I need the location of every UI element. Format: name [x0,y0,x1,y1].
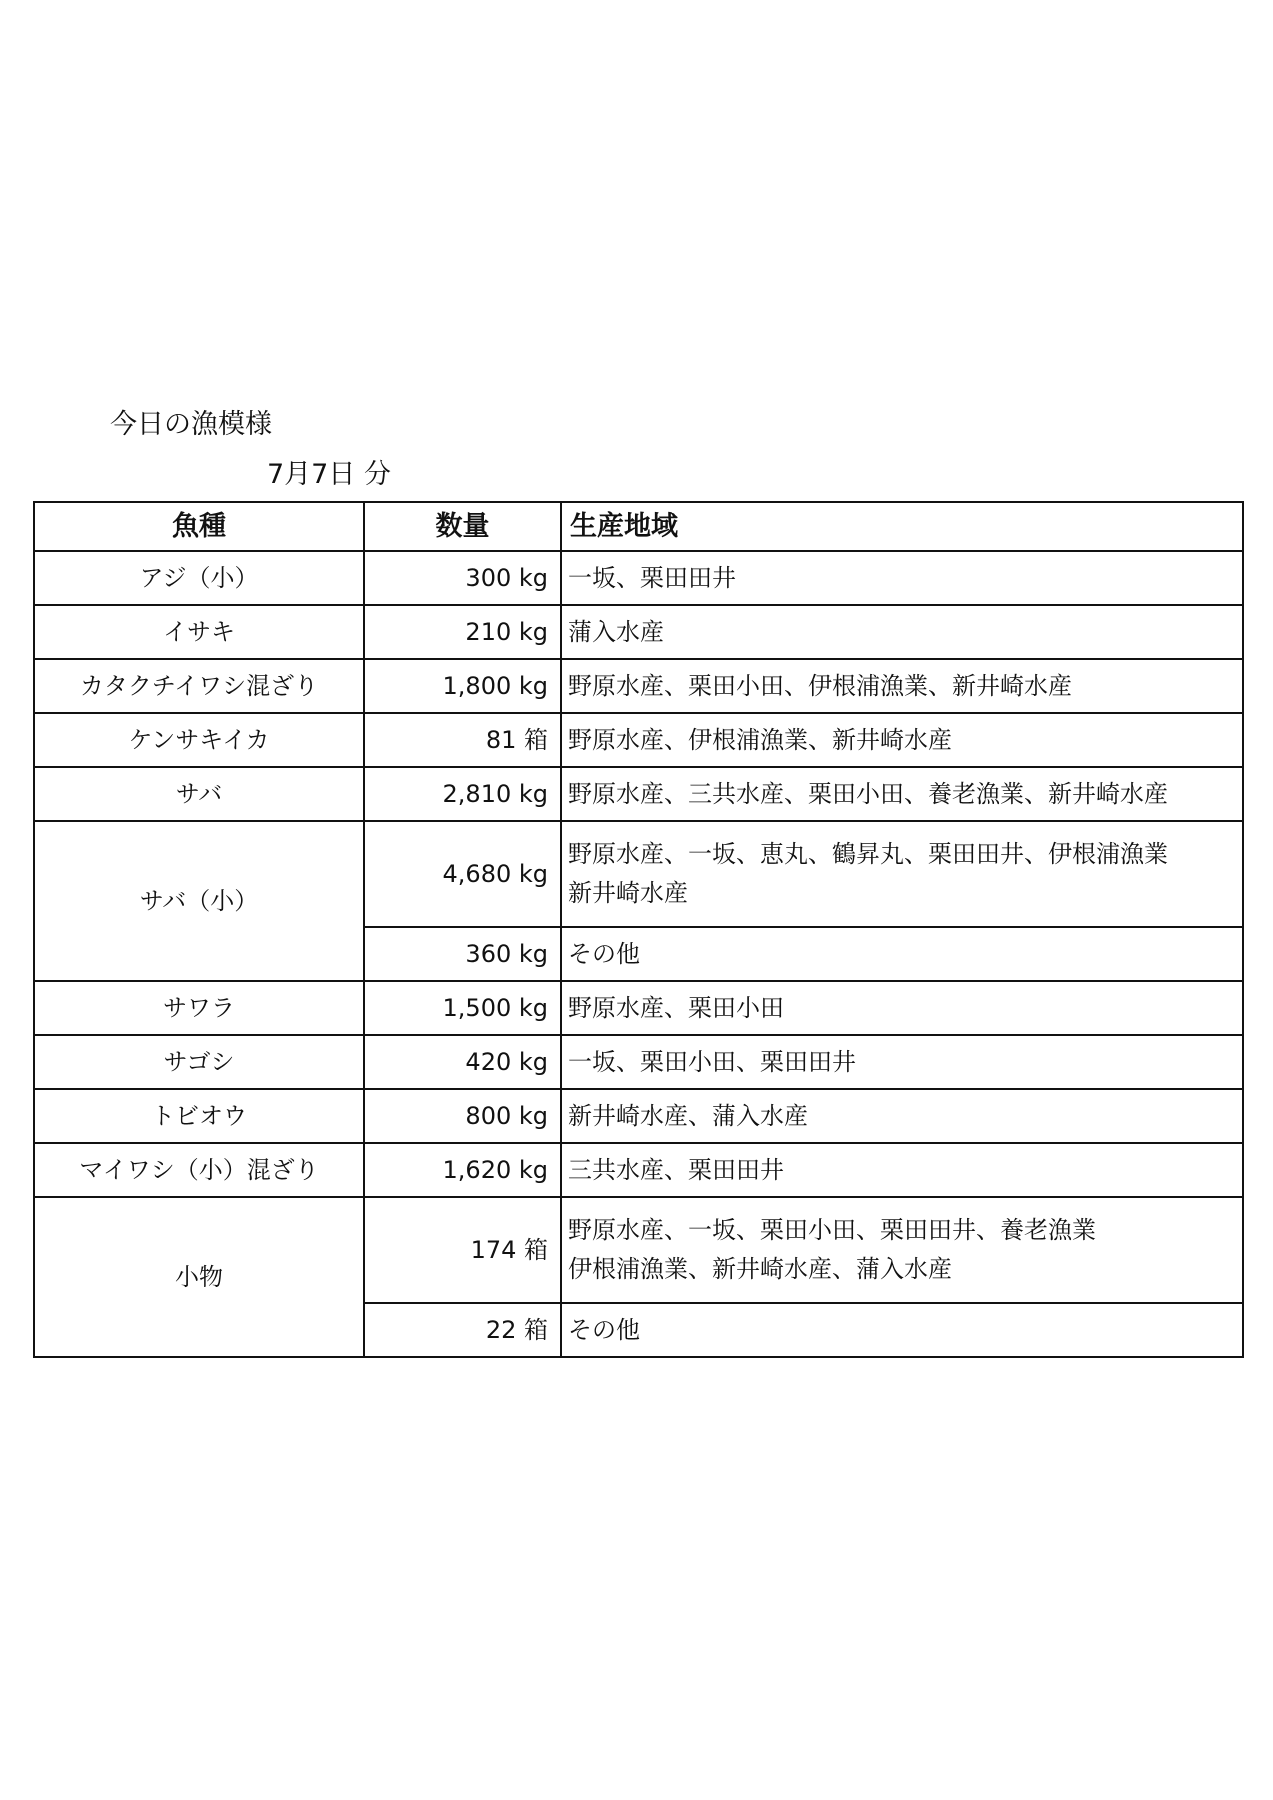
fish-cell: ケンサキイカ [34,713,364,767]
table-row [34,713,1243,767]
area-cell [561,1303,1243,1357]
document-title: 今日の漁模様 [110,409,272,440]
table-row [34,659,1243,713]
area-cell [561,1143,1243,1197]
area-cell [561,1035,1243,1089]
header-fish: 魚種 [34,502,364,551]
table-row [34,821,1243,927]
area-line: 蒲入水産 [568,617,664,646]
quantity-cell: 210 kg [364,605,561,659]
area-cell [561,767,1243,821]
fish-cell: カタクチイワシ混ざり [34,659,364,713]
quantity-cell: 4,680 kg [364,821,561,927]
fish-cell: サバ（小） [34,821,364,981]
fish-cell: サゴシ [34,1035,364,1089]
header-area: 生産地域 [561,502,1243,551]
area-line: その他 [568,939,640,968]
fish-cell: サワラ [34,981,364,1035]
area-line: 一坂、栗田小田、栗田田井 [568,1047,856,1076]
quantity-cell: 360 kg [364,927,561,981]
area-line: その他 [568,1315,640,1344]
catch-table [33,501,1244,1358]
area-line: 新井崎水産 [568,879,688,907]
table-row [34,767,1243,821]
area-line: 伊根浦漁業、新井崎水産、蒲入水産 [568,1255,952,1283]
area-line: 野原水産、栗田小田、伊根浦漁業、新井崎水産 [568,671,1072,700]
table-row [34,1035,1243,1089]
area-line: 野原水産、伊根浦漁業、新井崎水産 [568,725,952,754]
area-line: 野原水産、一坂、栗田小田、栗田田井、養老漁業 [568,1216,1096,1244]
table-row [34,551,1243,605]
area-cell [561,605,1243,659]
quantity-cell: 2,810 kg [364,767,561,821]
fish-cell: アジ（小） [34,551,364,605]
quantity-cell: 1,500 kg [364,981,561,1035]
area-cell [561,927,1243,981]
quantity-cell: 420 kg [364,1035,561,1089]
fish-cell: サバ [34,767,364,821]
quantity-cell: 800 kg [364,1089,561,1143]
area-cell [561,981,1243,1035]
area-cell [561,713,1243,767]
table-row [34,605,1243,659]
area-cell [561,821,1243,927]
quantity-cell: 22 箱 [364,1303,561,1357]
document-date: 7月7日 分 [267,459,391,490]
fish-cell: トビオウ [34,1089,364,1143]
quantity-cell: 300 kg [364,551,561,605]
quantity-cell: 1,800 kg [364,659,561,713]
area-line: 野原水産、三共水産、栗田小田、養老漁業、新井崎水産 [568,779,1168,808]
table-header-row [34,502,1243,551]
area-line: 新井崎水産、蒲入水産 [568,1101,808,1130]
area-cell [561,1197,1243,1303]
area-line: 野原水産、栗田小田 [568,993,784,1022]
header-quantity: 数量 [364,502,561,551]
table-row [34,1089,1243,1143]
fish-cell: 小物 [34,1197,364,1357]
area-cell [561,551,1243,605]
area-cell [561,1089,1243,1143]
area-line: 一坂、栗田田井 [568,563,736,592]
fish-cell: イサキ [34,605,364,659]
quantity-cell: 1,620 kg [364,1143,561,1197]
quantity-cell: 81 箱 [364,713,561,767]
table-row [34,1197,1243,1303]
area-line: 三共水産、栗田田井 [568,1155,784,1184]
area-line: 野原水産、一坂、恵丸、鶴昇丸、栗田田井、伊根浦漁業 [568,840,1168,868]
table-row [34,1143,1243,1197]
fish-cell: マイワシ（小）混ざり [34,1143,364,1197]
table-row [34,981,1243,1035]
quantity-cell: 174 箱 [364,1197,561,1303]
area-cell [561,659,1243,713]
